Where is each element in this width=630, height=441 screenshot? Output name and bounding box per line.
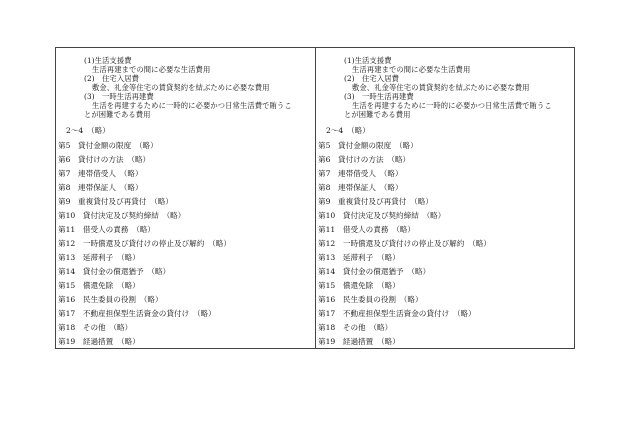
- intro-line: (2) 住宅入居費: [84, 74, 140, 83]
- intro-line: 生活再建までの間に必要な生活費用: [352, 65, 471, 74]
- article-item: 第15 償還免除 （略）: [58, 281, 140, 290]
- intro-line: (3) 一時生活再建費: [84, 92, 154, 101]
- left-column: [56, 48, 315, 348]
- article-item: 第17 不動産担保型生活資金の貸付け （略）: [58, 309, 216, 318]
- article-item: 第8 連帯保証人 （略）: [318, 183, 403, 192]
- article-item: 第15 償還免除 （略）: [318, 281, 400, 290]
- article-item: 第13 延滞利子 （略）: [318, 253, 400, 262]
- article-item: 第12 一時償還及び貸付けの停止及び解約 （略）: [58, 239, 231, 248]
- article-item: 第9 重複貸付及び再貸付 （略）: [58, 197, 173, 206]
- right-column: [316, 48, 575, 348]
- intro-line: (2) 住宅入居費: [344, 74, 400, 83]
- intro-line: (1)生活支援費: [344, 56, 392, 65]
- article-item: 第6 貸付けの方法 （略）: [318, 155, 411, 164]
- article-item: 第14 貸付金の償還猶予 （略）: [58, 267, 171, 276]
- comparison-table: [55, 47, 575, 349]
- article-item: 2～4 （略）: [326, 126, 370, 135]
- article-item: 第5 貸付金額の限度 （略）: [318, 141, 418, 150]
- intro-line: 敷金、礼金等住宅の賃貸契約を結ぶために必要な費用: [92, 83, 270, 92]
- article-item: 第18 その他 （略）: [318, 323, 393, 332]
- article-item: 第14 貸付金の償還猶予 （略）: [318, 267, 431, 276]
- article-item: 第7 連帯借受人 （略）: [58, 169, 143, 178]
- intro-line: 生活を再建するために一時的に必要かつ日常生活費で賄うこ: [92, 101, 292, 110]
- article-item: 第11 借受人の責務 （略）: [318, 225, 415, 234]
- article-item: 第12 一時償還及び貸付けの停止及び解約 （略）: [318, 239, 491, 248]
- article-item: 第10 貸付決定及び契約締結 （略）: [318, 211, 446, 220]
- article-item: 第6 貸付けの方法 （略）: [58, 155, 151, 164]
- intro-line: 生活を再建するために一時的に必要かつ日常生活費で賄うこ: [352, 101, 552, 110]
- article-item: 第9 重複貸付及び再貸付 （略）: [318, 197, 433, 206]
- article-item: 第5 貸付金額の限度 （略）: [58, 141, 158, 150]
- article-item: 第17 不動産担保型生活資金の貸付け （略）: [318, 309, 476, 318]
- intro-line: とが困難である費用: [84, 110, 151, 119]
- intro-line: (1)生活支援費: [84, 56, 132, 65]
- intro-line: (3) 一時生活再建費: [344, 92, 414, 101]
- article-item: 第19 経過措置 （略）: [318, 337, 400, 346]
- article-item: 第19 経過措置 （略）: [58, 337, 140, 346]
- article-item: 第11 借受人の責務 （略）: [58, 225, 155, 234]
- intro-line: 生活再建までの間に必要な生活費用: [92, 65, 211, 74]
- article-item: 第16 民生委員の役割 （略）: [318, 295, 423, 304]
- article-item: 第18 その他 （略）: [58, 323, 133, 332]
- article-item: 2～4 （略）: [66, 126, 110, 135]
- article-item: 第16 民生委員の役割 （略）: [58, 295, 163, 304]
- article-item: 第8 連帯保証人 （略）: [58, 183, 143, 192]
- article-item: 第13 延滞利子 （略）: [58, 253, 140, 262]
- intro-line: 敷金、礼金等住宅の賃貸契約を結ぶために必要な費用: [352, 83, 530, 92]
- intro-line: とが困難である費用: [344, 110, 411, 119]
- article-item: 第10 貸付決定及び契約締結 （略）: [58, 211, 186, 220]
- article-item: 第7 連帯借受人 （略）: [318, 169, 403, 178]
